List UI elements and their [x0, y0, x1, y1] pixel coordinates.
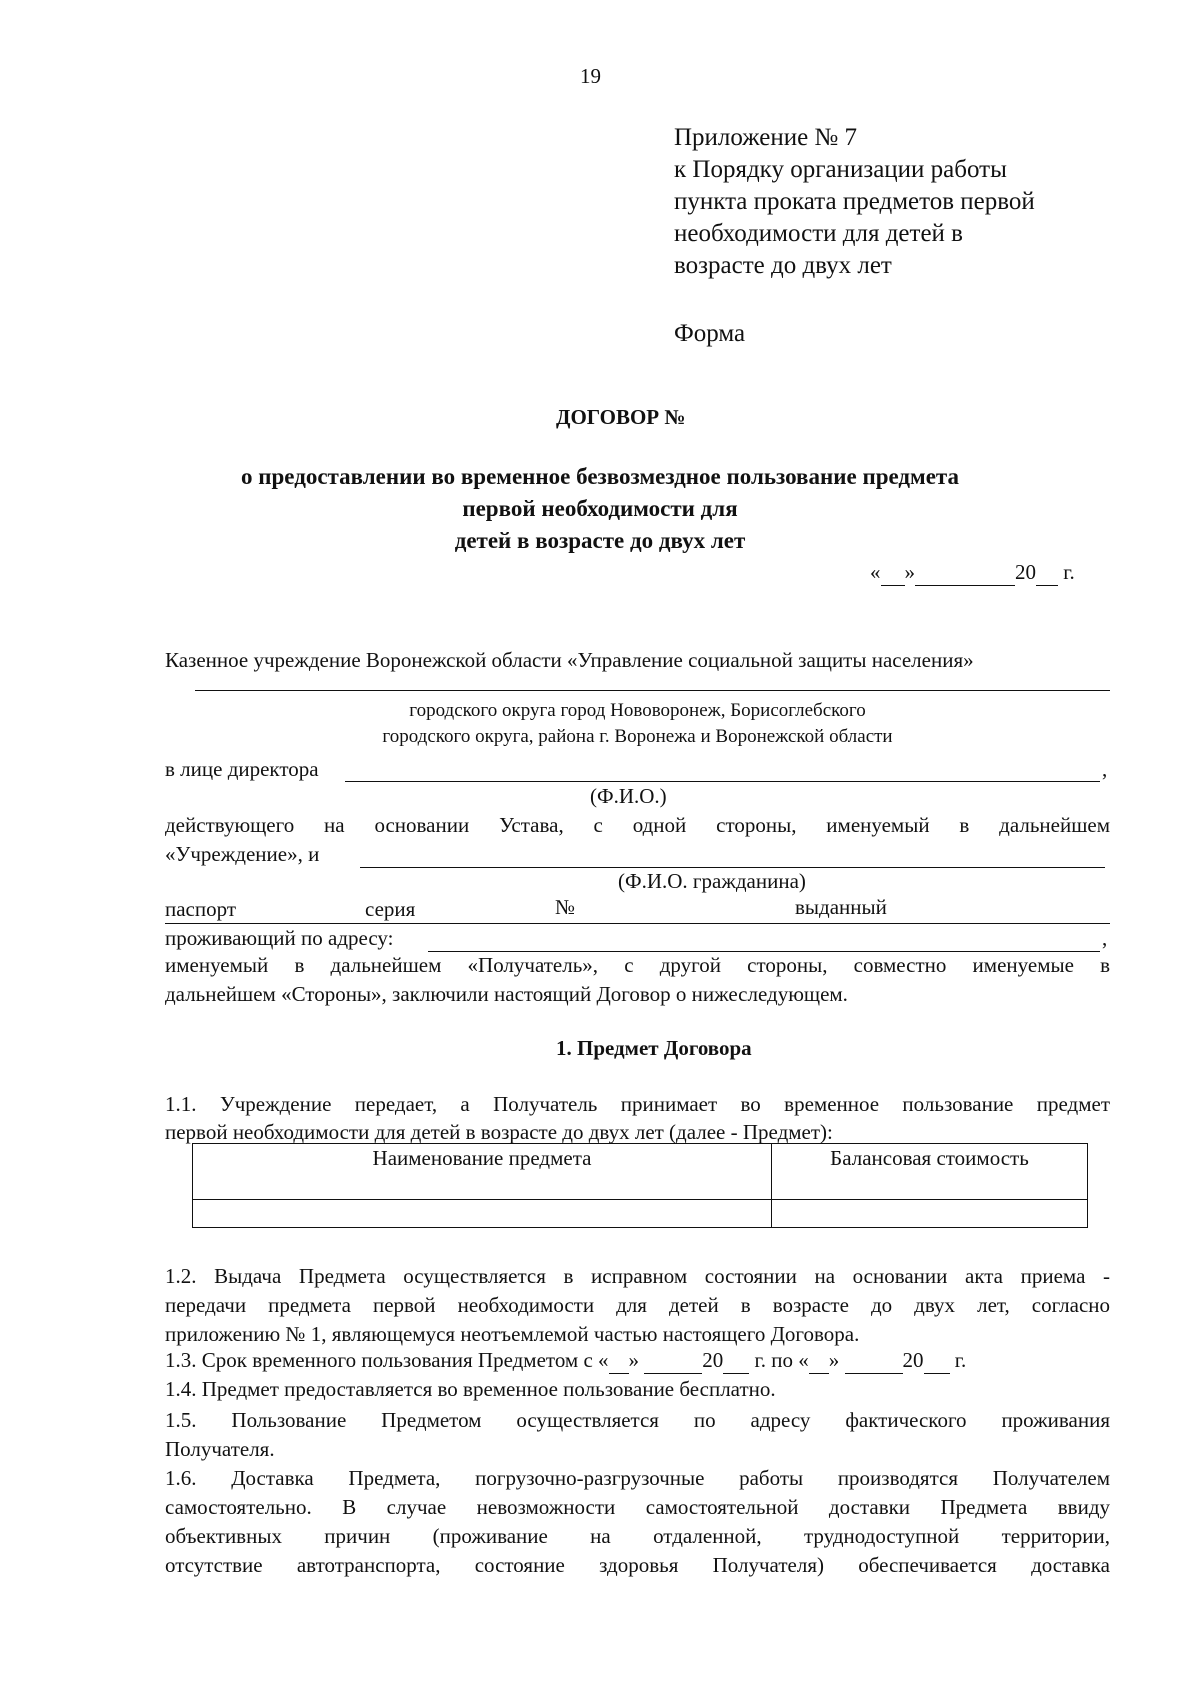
appendix-line: к Порядку организации работы — [674, 156, 1007, 183]
issued-label: выданный — [795, 895, 887, 919]
paragraph-line: отсутствие автотранспорта, состояние здоровья Получателя) обеспечивается доставка — [165, 1553, 1110, 1577]
passport-label: паспорт — [165, 897, 237, 921]
institution-alias: «Учреждение», и — [165, 842, 320, 866]
start-month-blank — [644, 1348, 702, 1374]
page-number: 19 — [580, 64, 601, 88]
item-cost-cell — [772, 1200, 1088, 1228]
start-year-prefix: 20 — [702, 1348, 724, 1372]
header-balance-cost: Балансовая стоимость — [772, 1144, 1088, 1200]
end-year-blank — [924, 1348, 950, 1374]
director-name-blank — [345, 781, 1100, 782]
subtitle-line: о предоставлении во временное безвозмездное пользование предмета — [241, 464, 959, 489]
start-close-quote: » — [628, 1348, 640, 1372]
contract-subtitle — [150, 461, 1050, 557]
subtitle-line: первой необходимости для — [462, 496, 738, 521]
acting-line — [165, 813, 1110, 838]
year-prefix: 20 — [1015, 560, 1036, 584]
month-blank — [915, 560, 1015, 586]
contract-title: ДОГОВОР № — [556, 405, 686, 429]
subtitle-line: детей в возрасте до двух лет — [454, 528, 746, 553]
appendix-block — [674, 122, 1035, 282]
end-day-blank — [809, 1348, 829, 1374]
institution-name: Казенное учреждение Воронежской области «Управление социальной защиты населения» — [165, 648, 974, 672]
paragraph-line: 1.5. Пользование Предметом осуществляется по адресу фактического проживания — [165, 1408, 1110, 1432]
appendix-title: Приложение № 7 — [674, 124, 858, 151]
acting-text: действующего на основании Устава, с одной стороны, именуемый в дальнейшем — [165, 813, 1110, 837]
end-open-quote: « — [798, 1348, 809, 1372]
director-label: в лице директора — [165, 757, 319, 781]
date-open-quote: « — [870, 560, 881, 584]
paragraph-1-3 — [165, 1348, 966, 1374]
citizen-name-blank — [360, 867, 1105, 868]
district-block — [165, 698, 1110, 750]
start-open-quote: « — [598, 1348, 609, 1372]
recipient-line: именуемый в дальнейшем «Получатель», с другой стороны, совместно именуемые в — [165, 953, 1110, 977]
section-1-title: 1. Предмет Договора — [556, 1036, 752, 1060]
table-header-row — [193, 1144, 1088, 1200]
start-year-suffix: г. — [754, 1348, 767, 1372]
number-label: № — [555, 895, 576, 919]
district-line: городского округа, района г. Воронежа и Воронежской области — [382, 726, 893, 747]
header-item-name: Наименование предмета — [193, 1144, 772, 1200]
end-month-blank — [845, 1348, 903, 1374]
end-year-suffix: г. — [954, 1348, 967, 1372]
address-blank — [428, 951, 1100, 952]
paragraph-line: объективных причин (проживание на отдаленной, труднодоступной территории, — [165, 1524, 1110, 1548]
end-year-prefix: 20 — [902, 1348, 924, 1372]
paragraph-1-4: 1.4. Предмет предоставляется во временное пользование бесплатно. — [165, 1377, 776, 1401]
paragraph-line: 1.1. Учреждение передает, а Получатель принимает во временное пользование предмет — [165, 1092, 1110, 1116]
address-comma: , — [1102, 926, 1108, 950]
day-blank — [881, 560, 905, 586]
year-suffix: г. — [1063, 560, 1075, 584]
appendix-line: возрасте до двух лет — [674, 252, 892, 279]
institution-underline — [195, 690, 1110, 691]
paragraph-line: 1.2. Выдача Предмета осуществляется в исправном состоянии на основании акта приема - — [165, 1264, 1110, 1288]
table-row — [193, 1200, 1088, 1228]
citizen-caption: (Ф.И.О. гражданина) — [618, 869, 806, 893]
end-close-quote: » — [828, 1348, 840, 1372]
paragraph-1-2 — [165, 1262, 1110, 1349]
paragraph-1-1 — [165, 1090, 1110, 1146]
series-label: серия — [365, 897, 416, 921]
contract-date — [870, 560, 1075, 586]
year-blank — [1036, 560, 1058, 586]
passport-underline — [165, 923, 1110, 924]
start-day-blank — [609, 1348, 629, 1374]
paragraph-line: самостоятельно. В случае невозможности самостоятельной доставки Предмета ввиду — [165, 1495, 1110, 1519]
paragraph-line: передачи предмета первой необходимости для детей в возрасте до двух лет, согласно — [165, 1293, 1110, 1317]
paragraph-line: Получателя. — [165, 1437, 275, 1461]
district-line: городского округа город Нововоронеж, Борисоглебского — [409, 700, 866, 721]
paragraph-line: 1.6. Доставка Предмета, погрузочно-разгрузочные работы производятся Получателем — [165, 1466, 1110, 1490]
appendix-line: пункта проката предметов первой — [674, 188, 1035, 215]
paragraph-1-5 — [165, 1406, 1110, 1464]
form-label: Форма — [674, 320, 746, 347]
director-comma: , — [1102, 757, 1108, 781]
term-label: 1.3. Срок временного пользования Предметом с — [165, 1348, 593, 1372]
paragraph-line: приложению № 1, являющемуся неотъемлемой частью настоящего Договора. — [165, 1322, 860, 1346]
fio-caption: (Ф.И.О.) — [590, 784, 667, 808]
date-close-quote: » — [904, 560, 915, 584]
address-label: проживающий по адресу: — [165, 926, 394, 950]
term-to: по — [771, 1348, 794, 1372]
paragraph-line: первой необходимости для детей в возрасте до двух лет (далее - Предмет): — [165, 1120, 833, 1144]
appendix-line: необходимости для детей в — [674, 220, 963, 247]
parties-line: дальнейшем «Стороны», заключили настоящий Договор о нижеследующем. — [165, 982, 848, 1006]
item-name-cell — [193, 1200, 772, 1228]
paragraph-1-6 — [165, 1464, 1110, 1580]
start-year-blank — [723, 1348, 749, 1374]
items-table — [192, 1143, 1088, 1228]
